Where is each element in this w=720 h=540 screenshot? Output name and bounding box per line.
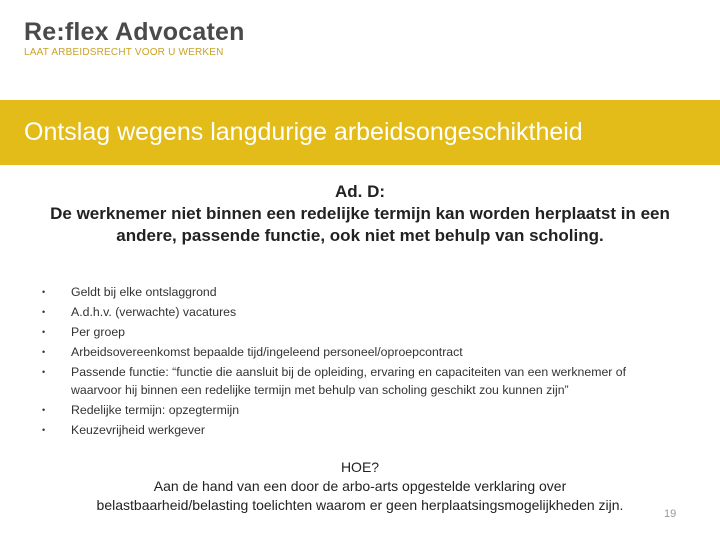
section-heading — [40, 181, 680, 247]
bullet-text: A.d.h.v. (verwachte) vacatures — [71, 305, 237, 319]
bullet-icon: • — [42, 367, 46, 377]
bullet-item — [40, 283, 660, 301]
bullet-item — [40, 343, 660, 361]
logo-tagline: LAAT ARBEIDSRECHT VOOR U WERKEN — [24, 47, 224, 58]
bullet-icon: • — [42, 347, 46, 357]
bullet-icon: • — [42, 327, 46, 337]
bullet-item — [40, 363, 660, 399]
title-banner — [0, 100, 720, 165]
bullet-item — [40, 401, 660, 419]
heading-label: Ad. D: — [334, 182, 386, 201]
bullet-text: Per groep — [71, 325, 126, 339]
bullet-icon: • — [42, 307, 46, 317]
bullet-text: Geldt bij elke ontslaggrond — [71, 285, 217, 299]
footer-question: HOE? — [340, 459, 380, 475]
footer-line: Aan de hand van een door de arbo-arts opgestelde verklaring over — [153, 478, 567, 494]
footer-text — [50, 458, 670, 515]
bullet-text: Redelijke termijn: opzegtermijn — [71, 403, 240, 417]
bullet-item — [40, 323, 660, 341]
bullet-text: Keuzevrijheid werkgever — [71, 423, 205, 437]
bullet-icon: • — [42, 287, 46, 297]
bullet-text: Arbeidsovereenkomst bepaalde tijd/ingeleend personeel/oproepcontract — [71, 345, 463, 359]
bullet-item — [40, 303, 660, 321]
slide-title: Ontslag wegens langdurige arbeidsongeschiktheid — [24, 118, 583, 146]
page-number: 19 — [664, 508, 677, 520]
bullet-icon: • — [42, 425, 46, 435]
bullet-item — [40, 421, 660, 439]
footer-line: belastbaarheid/belasting toelichten waarom er geen herplaatsingsmogelijkheden zijn. — [96, 497, 624, 513]
logo — [24, 18, 245, 59]
heading-statement: De werknemer niet binnen een redelijke termijn kan worden herplaatst in een andere, passende functie, ook niet met behulp van scholing. — [50, 204, 670, 245]
bullet-list — [40, 283, 660, 441]
bullet-text: Passende functie: “functie die aansluit bij de opleiding, ervaring en capaciteiten van een werknemer of waarvoor hij binnen een redelijke termijn met behulp van scholing geschikt zou kunnen zijn” — [71, 365, 627, 397]
logo-name: Re:flex Advocaten — [24, 18, 245, 46]
bullet-icon: • — [42, 405, 46, 415]
